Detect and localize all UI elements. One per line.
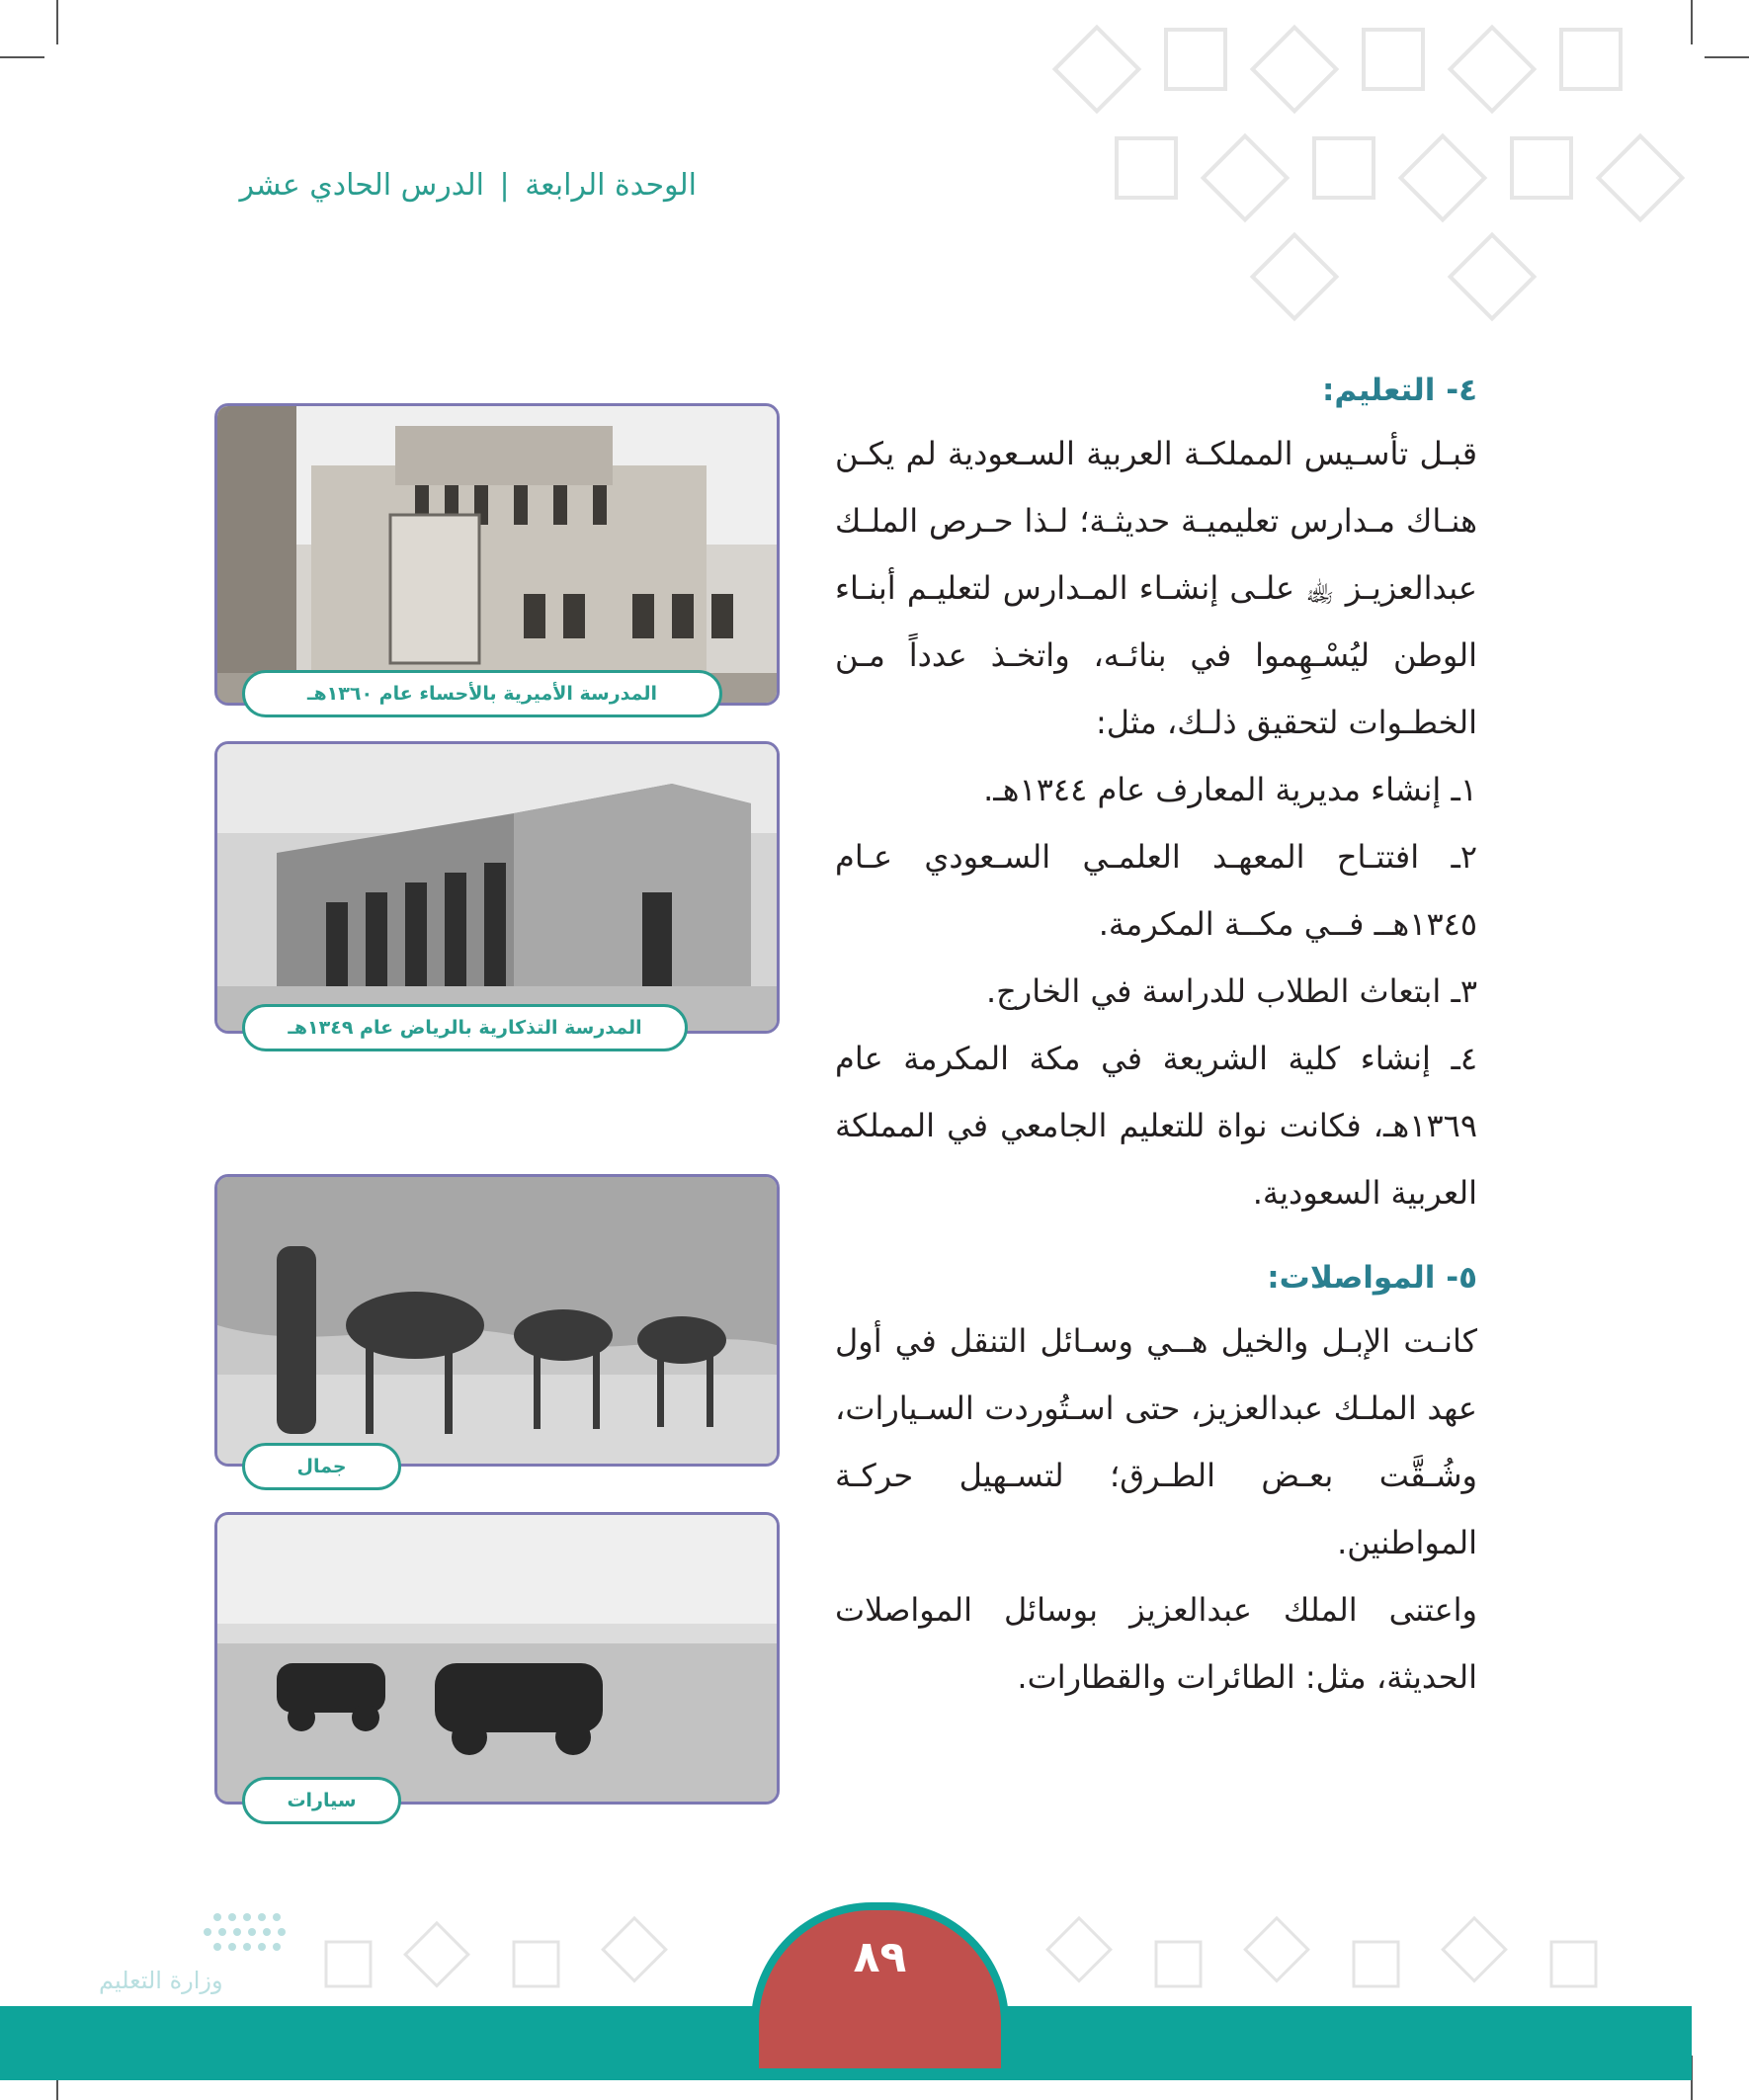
education-item-1: ١ـ إنشاء مديرية المعارف عام ١٣٤٤هـ. (983, 771, 1477, 808)
caption-photo-4: سيارات (242, 1777, 401, 1824)
crop-mark (0, 56, 44, 58)
photo-cars (214, 1512, 780, 1805)
education-item-4: ٤ـ إنشاء كلية الشريعة في مكة المكرمة عام ١٣٦٩هـ، فكانت نواة للتعليم الجامعي في المملكة العربية السعودية. (835, 1040, 1477, 1212)
page-number: ٨٩ (853, 1932, 907, 1982)
ministry-logo-text: وزارة التعليم (99, 1967, 223, 1994)
education-item-2: ٢ـ افتتـاح المعهـد العلمـي السـعودي عـام ١٣٤٥هــ فــي مكــة المكرمة. (835, 838, 1477, 943)
crop-mark (56, 0, 58, 44)
photo-camels (214, 1174, 780, 1467)
education-intro: قبـل تأسـيس المملكـة العربية السـعودية لم يكـن هنـاك مـدارس تعليميـة حديثـة؛ لـذا حـرص الملـك عبدالعزيـز ﵀ علـى إنشـاء المـدارس لتعليـم أبنـاء الوطن ليُسْـهِموا في بنائـه، واتخـذ عدداً مـن الخطـوات لتحقيق ذلـك، مثل: (835, 435, 1477, 741)
main-text (835, 361, 1477, 1711)
header-separator: | (499, 168, 510, 203)
page-header (222, 168, 697, 203)
photo-riyadh-school (214, 741, 780, 1034)
caption-photo-3: جمال (242, 1443, 401, 1490)
transport-paragraph-2: واعتنى الملك عبدالعزيز بوسائل المواصلات الحديثة، مثل: الطائرات والقطارات. (835, 1591, 1477, 1696)
decorative-pattern (1028, 0, 1749, 336)
education-item-3: ٣ـ ابتعاث الطلاب للدراسة في الخارج. (985, 972, 1477, 1010)
caption-photo-1: المدرسة الأميرية بالأحساء عام ١٣٦٠هـ (242, 670, 722, 717)
education-heading: ٤- التعليم: (1321, 373, 1477, 408)
lesson-title: الدرس الحادي عشر (239, 168, 484, 203)
caption-photo-2: المدرسة التذكارية بالرياض عام ١٣٤٩هـ (242, 1004, 688, 1051)
transport-heading: ٥- المواصلات: (1267, 1260, 1477, 1296)
unit-title: الوحدة الرابعة (525, 168, 697, 203)
transport-paragraph-1: كانـت الإبـل والخيل هــي وسـائل التنقل في أول عهد الملـك عبدالعزيز، حتى اسـتُوردت السـيارات، وشُـقَّت بعـض الطـرق؛ لتسـهيل حركـة المواطنين. (835, 1322, 1477, 1561)
photo-ahsa-school (214, 403, 780, 706)
